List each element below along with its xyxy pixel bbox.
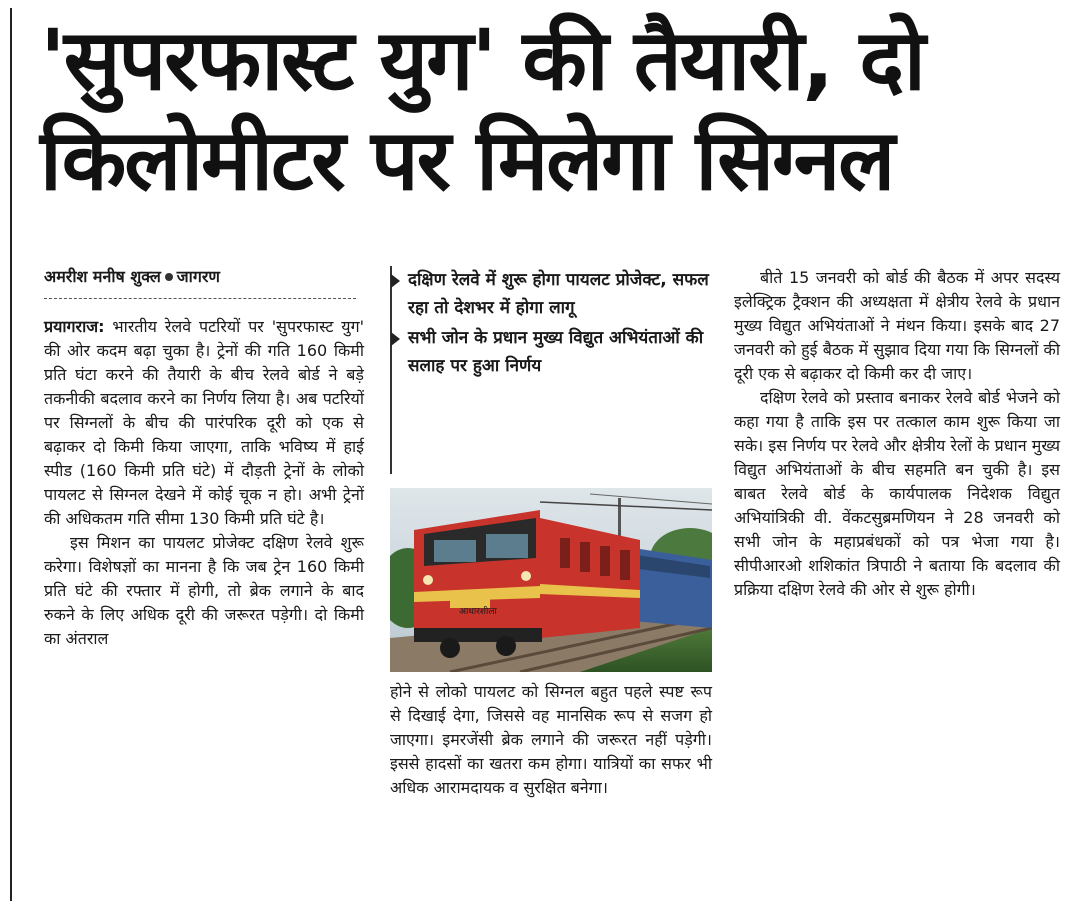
highlight-item xyxy=(408,266,712,322)
column-3-paragraph-1: बीते 15 जनवरी को बोर्ड की बैठक में अपर सदस्य इलेक्ट्रिक ट्रैक्शन की अध्यक्षता में क्षेत्रीय रेलवे के प्रधान मुख्य विद्युत अभियंताओं ने मंथन किया। इसके बाद 27 जनवरी को हुई बैठक में सुझाव दिया गया कि सिग्नलों की दूरी एक से बढ़ाकर दो किमी कर दी जाए। xyxy=(734,268,1060,383)
column-2-paragraph-1: होने से लोको पायलट को सिग्नल बहुत पहले स्पष्ट रूप से दिखाई देगा, जिससे वह मानसिक रूप से सजग हो जाएगा। इमरजेंसी ब्रेक लगाने की जरूरत नहीं पड़ेगी। इससे हादसों का खतरा कम होगा। यात्रियों का सफर भी अधिक आरामदायक व सुरक्षित बनेगा। xyxy=(390,682,712,797)
highlight-item xyxy=(408,324,712,380)
column-1-paragraph-1-text: भारतीय रेलवे पटरियों पर 'सुपरफास्ट युग' की ओर कदम बढ़ा चुका है। ट्रेनों की गति 160 किमी प्रति घंटा करने की तैयारी के बीच रेलवे बोर्ड ने बड़े तकनीकी बदलाव करने का निर्णय लिया है। अब पटरियों पर सिग्नलों के बीच की पारंपरिक दूरी को एक से बढ़ाकर दो किमी किया जाएगा, ताकि भविष्य में हाई स्पीड (160 किमी प्रति घंटे) में दौड़ती ट्रेनों के लोको पायलट से सिग्नल देखने में कोई चूक न हो। अभी ट्रेनों की अधिकतम गति सीमा 130 किमी प्रति घंटे है। xyxy=(44,317,364,528)
highlights-box xyxy=(390,266,712,474)
byline-author: अमरीश मनीष शुक्ल xyxy=(44,267,161,286)
headline-line-1: 'सुपरफास्ट युग' की तैयारी, दो xyxy=(40,11,924,109)
triangle-bullet-icon xyxy=(391,274,400,288)
train-photo xyxy=(390,488,712,672)
byline-divider xyxy=(44,298,356,299)
highlight-text: दक्षिण रेलवे में शुरू होगा पायलट प्रोजेक्ट, सफल रहा तो देशभर में होगा लागू xyxy=(408,270,709,318)
column-2-text xyxy=(390,680,712,800)
headline xyxy=(40,10,1070,210)
column-1-paragraph-1 xyxy=(44,315,364,531)
train-locomotive-icon xyxy=(390,488,712,672)
column-1-paragraph-2: इस मिशन का पायलट प्रोजेक्ट दक्षिण रेलवे शुरू करेगा। विशेषज्ञों का मानना है कि जब ट्रेन 160 किमी प्रति घंटे की रफ्तार में होगी, तो ब्रेक लगाने के बाद रुकने के लिए अधिक दूरी की जरूरत पड़ेगी। दो किमी का अंतराल xyxy=(44,533,364,648)
page-left-border xyxy=(10,8,12,901)
article-column-1 xyxy=(44,266,364,651)
triangle-bullet-icon xyxy=(391,332,400,346)
headline-line-2: किलोमीटर पर मिलेगा सिग्नल xyxy=(40,111,894,209)
highlight-text: सभी जोन के प्रधान मुख्य विद्युत अभियंताओं की सलाह पर हुआ निर्णय xyxy=(408,328,704,376)
dateline: प्रयागराज: xyxy=(44,317,105,336)
byline-dot-icon xyxy=(165,273,173,281)
locomotive-label: आधारशीला xyxy=(459,607,497,617)
column-3-paragraph-2: दक्षिण रेलवे को प्रस्ताव बनाकर रेलवे बोर्ड भेजने को कहा गया है ताकि इस पर तत्काल काम शुरू किया जा सके। इस निर्णय पर रेलवे और क्षेत्रीय रेलों के प्रधान मुख्य विद्युत अभियंताओं के बीच सहमति बन चुकी है। इस बाबत रेलवे बोर्ड के कार्यपालक निदेशक विद्युत अभियांत्रिकी वी. वेंकटसुब्रमणियन ने 28 जनवरी को सभी जोन के महाप्रबंधकों को पत्र भेजा गया है। सीपीआरओ शशिकांत त्रिपाठी ने बताया कि बदलाव की प्रक्रिया दक्षिण रेलवे की ओर से शुरू होगी। xyxy=(734,388,1060,599)
article-column-2 xyxy=(390,266,712,800)
byline xyxy=(44,266,364,288)
article-column-3 xyxy=(734,266,1060,602)
byline-source: जागरण xyxy=(176,267,220,286)
